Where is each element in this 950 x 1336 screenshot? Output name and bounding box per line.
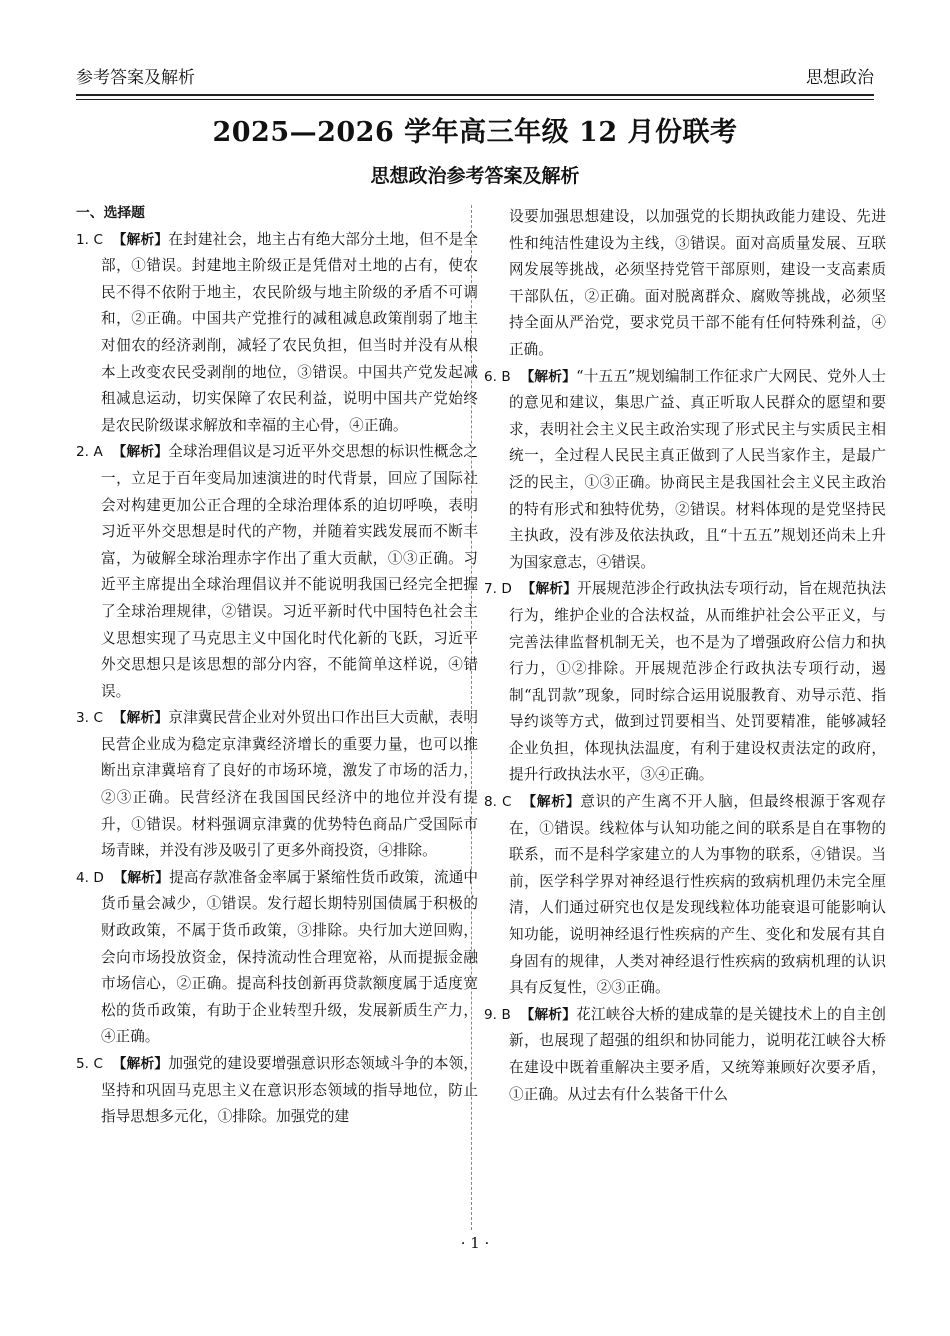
item-number: 8. C xyxy=(484,794,512,811)
analysis-tag: 【解析】 xyxy=(112,444,169,461)
item-text: “十五五”规划编制工作征求广大网民、党外人士的意见和建议，集思广益、真正听取人民群众的愿望和要求，表明社会主义民主政治实现了形式民主与实质民主相统一，全过程人民民主真正做到了人民当家作主，是最广泛的民主，①③正确。协商民主是我国社会主义民主政治的特有形式和独特优势，②错误。材料体现的是党坚持民主执政，没有涉及依法执政，且“十五五”规划还尚未上升为国家意志，④错误。 xyxy=(509,367,886,571)
section-heading: 一、选择题 xyxy=(76,205,145,221)
analysis-tag: 【解析】 xyxy=(112,710,169,727)
item-number: 1. C xyxy=(76,231,103,248)
answer-item-5 xyxy=(76,1051,478,1131)
analysis-tag: 【解析】 xyxy=(112,231,169,248)
item-number: 4. D xyxy=(76,869,104,886)
item-text: 全球治理倡议是习近平外交思想的标识性概念之一，立足于百年变局加速演进的时代背景，回应了国际社会对构建更加公正合理的全球治理体系的迫切呼唤，表明习近平外交思想是时代的产物，并随着实践发展而不断丰富，为破解全球治理赤字作出了重大贡献，①③正确。习近平主席提出全球治理倡议并不能说明我国已经完全把握了全球治理规律，②错误。习近平新时代中国特色社会主义思想实现了马克思主义中国化时代化新的飞跃，习近平外交思想只是该思想的部分内容，不能简单这样说，④错误。 xyxy=(101,443,479,700)
item-number: 7. D xyxy=(484,581,512,598)
analysis-tag: 【解析】 xyxy=(112,1056,169,1072)
answer-item-6 xyxy=(484,364,886,577)
item-number: 3. C xyxy=(76,710,103,727)
page-header xyxy=(76,58,874,88)
header-rule-thin xyxy=(76,99,874,100)
item-text: 加强党的建设要增强意识形态领域斗争的本领，坚持和巩固马克思主义在意识形态领域的指导地位，防止指导思想多元化，①排除。加强党的建 xyxy=(101,1055,478,1126)
item-text: 意识的产生离不开人脑，但最终根源于客观存在，①错误。线粒体与认知功能之间的联系是自在事物的联系，而不是科学家建立的人为事物的联系，④错误。当前，医学科学界对神经退行性疾病的致病机理仍未完全厘清，人们通过研究也仅是发现线粒体功能衰退可能影响认知功能，说明神经退行性疾病的产生、变化和发展有其自身固有的规律，人类对神经退行性疾病的致病机理的认识具有反复性，②③正确。 xyxy=(509,793,886,997)
answer-item-7 xyxy=(484,576,886,789)
column-divider xyxy=(471,205,472,1230)
item-text: 开展规范涉企行政执法专项行动，旨在规范执法行为，维护企业的合法权益，从而维护社会公平正义，与完善法律监督机制无关，也不是为了增强政府公信力和执行力，①②排除。开展规范涉企行政执法专项行动，遏制“乱罚款”现象，同时综合运用说服教育、劝导示范、指导约谈等方式，做到过罚要相当、处罚要精准，能够减轻企业负担，体现执法温度，有利于建设权责法定的政府，提升行政执法水平，③④正确。 xyxy=(509,580,887,784)
analysis-tag: 【解析】 xyxy=(520,368,577,385)
page-number: · 1 · xyxy=(460,1234,490,1252)
item-number: 9. B xyxy=(484,1006,511,1023)
header-left: 参考答案及解析 xyxy=(76,68,195,88)
right-column xyxy=(484,204,886,1108)
item-text: 京津冀民营企业对外贸出口作出巨大贡献，表明民营企业成为稳定京津冀经济增长的重要力量，也可以推断出京津冀培育了良好的市场环境，激发了市场的活力，②③正确。民营经济在我国国民经济中的地位并没有提升，①错误。材料强调京津冀的优势特色商品广受国际市场青睐，并没有涉及吸引了更多外商投资，④排除。 xyxy=(101,709,478,860)
item-text: 在封建社会，地主占有绝大部分土地，但不是全部，①错误。封建地主阶级正是凭借对土地的占有，使农民不得不依附于地主，农民阶级与地主阶级的矛盾不可调和，②正确。中国共产党推行的减租减息政策削弱了地主对佃农的经济剥削，减轻了农民负担，但当时并没有从根本上改变农民受剥削的地位，③错误。中国共产党发起减租减息运动，切实保障了农民利益，说明中国共产党始终是农民阶级谋求解放和幸福的主心骨，④正确。 xyxy=(101,230,478,434)
left-column xyxy=(76,200,478,1131)
answer-item-1 xyxy=(76,227,478,440)
item-number: 5. C xyxy=(76,1056,103,1072)
item-number: 6. B xyxy=(484,368,511,385)
page-title: 2025—2026 学年高三年级 12 月份联考 xyxy=(212,117,738,148)
analysis-tag: 【解析】 xyxy=(522,794,581,811)
answer-item-4 xyxy=(76,865,478,1051)
answer-item-9 xyxy=(484,1002,886,1108)
item-number: 2. A xyxy=(76,444,103,461)
answer-item-2 xyxy=(76,439,478,705)
answer-item-8 xyxy=(484,789,886,1002)
item-text: 花江峡谷大桥的建成靠的是关键技术上的自主创新，也展现了超强的组织和协同能力，说明花江峡谷大桥在建设中既着重解决主要矛盾，又统筹兼顾好次要矛盾，①正确。从过去有什么装备干什么 xyxy=(509,1005,886,1103)
header-right: 思想政治 xyxy=(806,68,874,88)
answer-item-5-continued: 设要加强思想建设，以加强党的长期执政能力建设、先进性和纯洁性建设为主线，③错误。面对高质量发展、互联网发展等挑战，必须坚持党管干部原则，建设一支高素质干部队伍，②正确。面对脱离群众、腐败等挑战，必须坚持全面从严治党，要求党员干部不能有任何特殊利益，④正确。 xyxy=(509,208,886,358)
page-subtitle: 思想政治参考答案及解析 xyxy=(370,165,580,187)
answer-item-3 xyxy=(76,705,478,865)
item-text: 提高存款准备金率属于紧缩性货币政策，流通中货币量会减少，①错误。发行超长期特别国债属于积极的财政政策，不属于货币政策，③排除。央行加大逆回购，会向市场投放资金，保持流动性合理宽裕，从而提振金融市场信心，②正确。提高科技创新再贷款额度属于适度宽松的货币政策，有助于企业转型升级，发展新质生产力，④正确。 xyxy=(101,868,479,1046)
header-rule-thick xyxy=(76,94,874,96)
analysis-tag: 【解析】 xyxy=(520,1006,577,1023)
analysis-tag: 【解析】 xyxy=(113,869,170,886)
analysis-tag: 【解析】 xyxy=(521,581,578,598)
